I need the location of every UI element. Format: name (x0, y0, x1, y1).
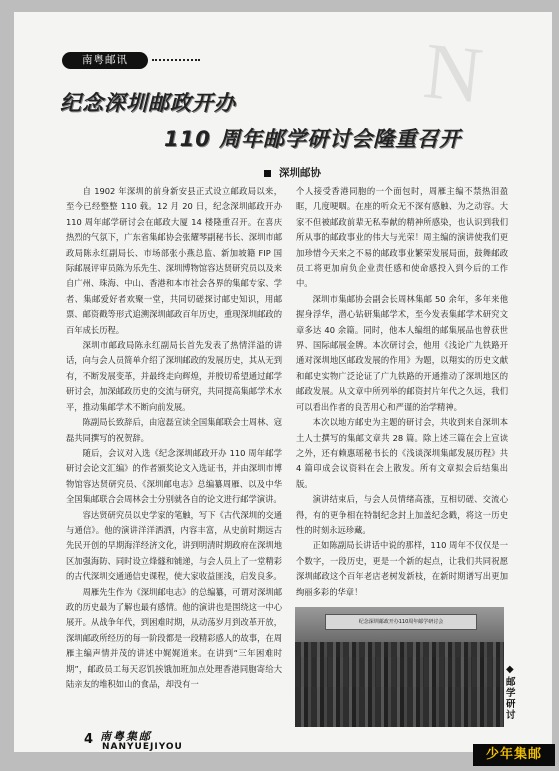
magazine-name-english: NANYUEJIYOU (102, 742, 183, 752)
section-tag-dots (152, 59, 200, 61)
photo-caption (506, 664, 520, 721)
paragraph: 演讲结束后，与会人员情绪高涨，互相切磋、交流心得，有的更争相在特制纪念封上加盖纪念戳，将这一历史性的时刻永远珍藏。 (296, 494, 508, 535)
article-title-line2: 110 周年邮学研讨会隆重召开 (164, 127, 462, 151)
paragraph: 正如陈副局长讲话中说的那样，110 周年不仅仅是一个数字，一段历史，更是一个新的起点，让我们共同祝愿深圳邮政这个百年老店老树发新枝，在新时期谱写出更加绚丽多彩的华章！ (296, 540, 508, 597)
article-column-left (66, 184, 282, 692)
article-title-line1: 纪念深圳邮政开办 (60, 91, 236, 115)
corner-watermark: 少年集邮 (473, 744, 555, 766)
background-watermark: N (419, 26, 487, 121)
paragraph: 自 1902 年深圳的前身新安县正式设立邮政局以来，至今已经整整 110 载。12 月 20 日，纪念深圳邮政开办 110 周年邮学研讨会在邮政大厦 14 楼隆重召开。在喜庆热烈的气氛下，广东省集邮协会张耀琴副秘书长、深圳市邮政局陈永红副局长、市场部张小燕总监、新加坡籍 FIP 国际邮展评审员陈为乐先生、深圳博物馆容达贤研究员以及来自广州、珠海、中山、香港和本市社会各界的集邮专家、学者、集邮爱好者欢聚一堂，共同切磋探讨邮史知识，用邮票、邮资戳等形式追溯深圳邮政百年历史，重现深圳邮政的百年成长历程。 (66, 186, 282, 335)
article-column-right (296, 184, 508, 600)
meeting-photo (295, 607, 504, 727)
section-tag: 南粤邮讯 (62, 52, 148, 69)
paragraph: 周雁先生作为《深圳邮电志》的总编纂，可谓对深圳邮政的历史最为了解也最有感情。他的演讲也是围绕这一中心展开。从战争年代，到困难时期，从动荡岁月到改革开放，深圳邮政所经历的每一阶段都是一段精彩感人的故事，在周雁主编声情并茂的讲述中娓娓道来。在讲到“三年困难时期”，邮政员工每天忍饥挨饿加班加点处理香港同胞寄给大陆亲友的堆积如山的食品，却没有一 (66, 586, 282, 689)
paragraph: 随后，会议对入选《纪念深圳邮政开办 110 周年邮学研讨会论文汇编》的作者颁奖论文入选证书，并由深圳市博物馆容达贤研究员、《深圳邮电志》总编纂周雁、以及中华全国集邮联合会周林会士分别就各自的论文进行邮学演讲。 (66, 447, 282, 505)
paragraph: 深圳市邮政局陈永红副局长首先发表了热情洋溢的讲话，向与会人员简单介绍了深圳邮政的发展历史，其从无到有，不断发展变革，并最终走向辉煌，并殷切希望通过邮学研讨会，加深邮政历史的交流与研究，共同提高集邮学术水平，推动集邮学术不断向前发展。 (66, 340, 282, 412)
page-number: 4 (84, 732, 94, 747)
paragraph: 深圳市集邮协会副会长周林集邮 50 余年，多年来他握身浮华，潜心钻研集邮学术，至今发表集邮学术研究文章多达 40 余篇。同时，他本人编组的邮集展品也曾获世界、国际邮展金牌。本次研讨会，他用《浅论广九铁路开通对深圳地区邮政发展的作用》为题，以翔实的历史文献和邮史实物广泛论证了广九铁路的开通推动了深圳地区的邮政发展。从文章中所列举的邮资封片年代之久远，我们可以看出作者的良苦用心和严谨的治学精神。 (296, 293, 508, 412)
caption-arrow-icon: ◆ (506, 664, 514, 675)
magazine-page (14, 12, 552, 752)
byline-text: 深圳邮协 (279, 167, 321, 179)
photo-banner: 纪念深圳邮政开办110周年邮学研讨会 (325, 614, 477, 630)
byline-square-icon (264, 170, 271, 177)
paragraph: 容达贤研究员以史学家的笔触，写下《古代深圳的交通与通信》。他的演讲洋洋洒洒，内容丰富，从史前时期远古先民开创的早期海洋经济文化，讲到明清时期政府在深圳地区加强海防、同时设立烽燧和铺递，与会人员上了一堂精彩的古代深圳交通通信史课程，使大家收益匪浅，启发良多。 (66, 509, 282, 582)
photo-crowd-front (295, 642, 504, 727)
paragraph: 陈副局长致辞后，由寇磊宣读全国集邮联会士周林、寇磊共同撰写的祝贺辞。 (66, 417, 282, 443)
paragraph: 个人接受香港同胞的一个面包时，周雁主编不禁热泪盈眶，几度哽咽。在座的听众无不深有感触、为之动容。大家不但被邮政前辈无私奉献的精神所感染，也认识到我们所从事的邮政事业的伟大与光荣！周主编的演讲使我们更加珍惜今天来之不易的邮政事业繁荣发展局面，鼓舞邮政员工将更加肩负企业责任感和使命感投入到今后的工作中。 (296, 186, 508, 289)
magazine-name: 南粤集邮 (100, 730, 152, 743)
photo-caption-text: 邮学研讨 (506, 677, 516, 721)
paragraph: 本次以地方邮史为主题的研讨会，共收到来自深圳本土人士撰写的集邮文章共 28 篇。除上述三篇在会上宣读之外，还有赖惠瑶秘书长的《浅谈深圳集邮发展历程》共 4 篇印成会议资料在会上散发。所有文章拟会后结集出版。 (296, 417, 508, 489)
article-byline (264, 165, 321, 180)
